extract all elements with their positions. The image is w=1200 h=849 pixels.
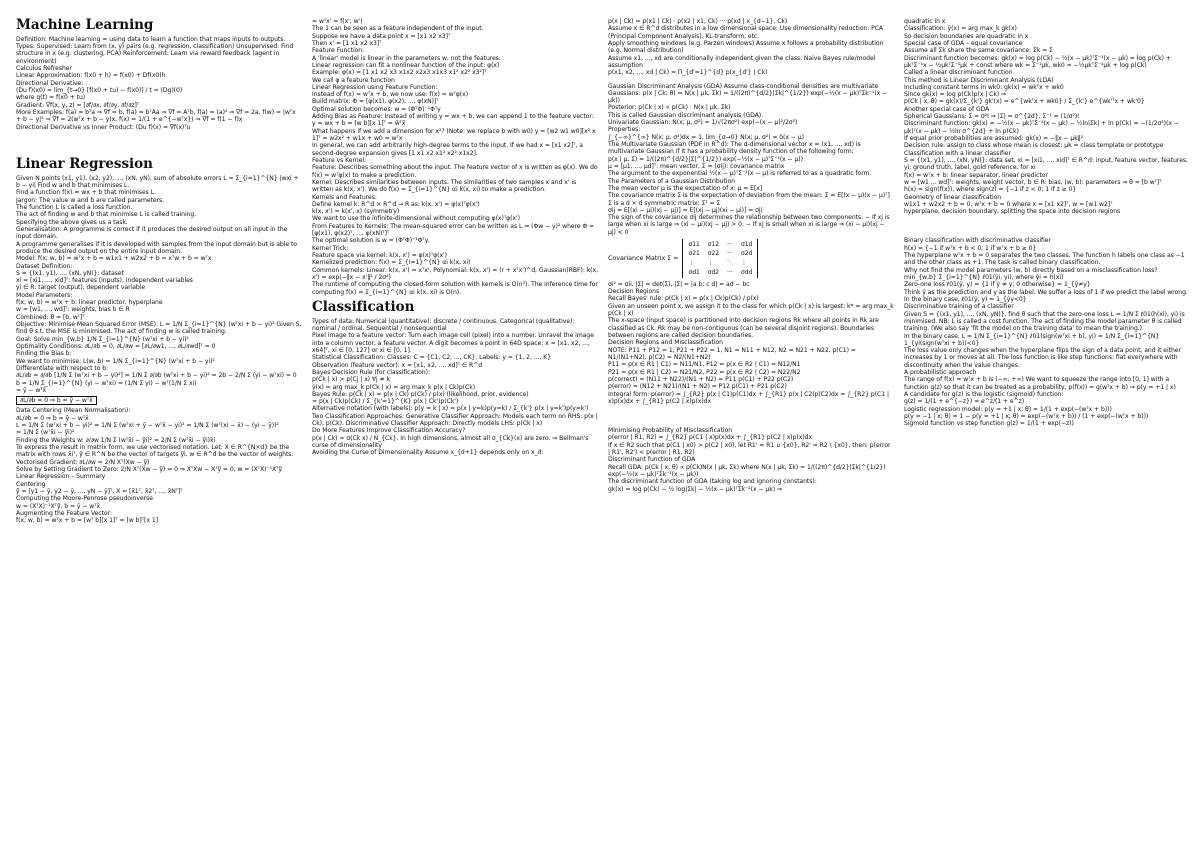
cls-line: Types of data: Numerical (quantitative): discrete / continuous. Categorical (qualitative): nominal / ordinal. Sequential / nonsequential xyxy=(312,317,575,333)
gda-line: ∫_{−∞}^{∞} N(x; μ, σ²)dx = 1, lim_{σ→0} N(x; μ, σ²) = δ(x − μ) xyxy=(608,133,804,141)
column-1 xyxy=(16,18,302,841)
col3-line: NOTE: P11 + P12 = 1, P21 + P22 = 1, N1 = N11 + N12, N2 = N21 + N22, p(C1) = N1/(N1+N2), p(C2) = N2/(N1+N2) xyxy=(608,346,856,361)
lr-line: ∂L/∂b = ∂/∂b [1/N Σ (wᵀxi + b − yi)²] = 1/N Σ ∂/∂b (wᵀxi + b − yi)² = 2b − 2/N Σ (yi − wᵀxi) = 0 xyxy=(16,372,297,380)
gda-line: Properties: xyxy=(608,126,641,134)
lr-line: L = 1/N Σ (wᵀxi + b − yi)² = 1/N Σ (wᵀxi + ȳ − wᵀx̄ − yi)² = 1/N Σ (wᵀ(xi − x̄) − (yi − ȳ))² xyxy=(16,422,279,430)
lr-line: Finding the Bias b: xyxy=(16,350,72,358)
matrix-cell: σd1 xyxy=(688,268,700,276)
col3-line: p(x | Ck) ≈ p(x1 | Ck) · p(x2 | x1, Ck) ··· p(xd | x_{d−1}, Ck) xyxy=(608,18,788,25)
lr-line: Combined: θ = [b, wᵀ]ᵀ xyxy=(16,313,85,321)
col4-line: Assume all Σk share the same covariance: Σk = Σ xyxy=(904,47,1053,55)
col3-line: Apply smoothing windows (e.g. Parzen windows) Assume x follows a probability distribution (e.g. Normal distribution) xyxy=(608,39,884,55)
lr-line: Augmenting the Feature Vector: xyxy=(16,509,112,517)
col4-line: Special case of GDA – equal covariance xyxy=(904,39,1023,47)
col2-line: A 'linear' model is linear in the parameters w, not the features. xyxy=(312,54,501,62)
col2-line: Feature space via kernel: k(x, x') = φ(x)ᵀφ(x') xyxy=(312,252,447,259)
cls-line: Alternative notation (with labels): p(y = k | x) = p(x | y=k)p(y=k) / Σ_{k'} p(x | y=k')p(y=k') xyxy=(312,405,589,413)
col2-line: Linear regression can fit a nonlinear function of the input: φ(x) xyxy=(312,61,500,69)
col2-line: Build matrix: Φ = [φ(x1), φ(x2), ..., φ(xN)]ᵀ xyxy=(312,98,439,106)
lr-line: ỹ = [y1 − ȳ, y2 − ȳ, ..., yN − ȳ]ᵀ, X = [x̃1ᵀ, x̃2ᵀ, ..., x̃Nᵀ]ᵀ xyxy=(16,487,183,495)
col2-line: In general, we can add arbitrarily high-degree terms to the input. If we had x = [x1 x2]ᵀ, a second-degree expansion gives [1 x1 x2 x1² x2² x1x2]. xyxy=(312,142,583,157)
col3-line: If x ∈ R2 such that p(C1 | x0) > p(C2 | x0), let R1' = R1 ∪ {x0}, R2' = R2 \ {x0}, then: p(error | R1', R2') < p(error | R1, R2) xyxy=(608,441,891,457)
gda-line: Univariate Gaussian: N(x; μ, σ²) = 1/√(2πσ²) exp(−(x − μ)²/2σ²) xyxy=(608,119,798,127)
col3-line: P21 = p(x ∈ R1 | C2) = N21/N2, P22 = p(x ∈ R2 | C2) = N22/N2 xyxy=(608,368,801,376)
col3-line: P11 = p(x ∈ R1 | C1) = N11/N1, P12 = p(x ∈ R2 | C1) = N12/N1 xyxy=(608,361,801,369)
decision-regions-body xyxy=(608,281,894,405)
cls-line: p(x | Ck) ≈ σ(Ck x) / N_{Ck}. In high dimensions, almost all σ_{Ck}(x) are zero. ⇒ Bellman's curse of dimensionality xyxy=(312,434,589,450)
col4-line: Classification with a linear classifier xyxy=(904,149,1011,157)
col3-line: gk(x) = log p(Ck) − ½ log|Σk| − ½(x − μk)ᵀΣk⁻¹(x − μk) ⇒ xyxy=(608,485,782,493)
machine-learning-body xyxy=(16,36,302,131)
column-3 xyxy=(608,18,894,841)
col4-line: h(x) = {−1 if wᵀx + b < 0; 1 if wᵀx + b ≥ 0} xyxy=(904,244,1037,252)
cls-line: Bayes Decision Rule (for classification): xyxy=(312,368,430,376)
lr-line: Finding the Weights w: ∂/∂w 1/N Σ (wᵀx̃i − ỹi)² = 2/N Σ (wᵀx̃i − ỹi)x̃i xyxy=(16,436,216,444)
col3-line: p(error) = (N12 + N21)/(N1 + N2) = P12 p(C1) + P21 p(C2) xyxy=(608,383,787,391)
lr-line: Generalisation: A programme is correct if it produces the desired output on all input in the input domain. xyxy=(16,225,288,241)
misclassification-body xyxy=(608,427,894,493)
col2-line: Instead of f(x) = wᵀx + b, we now use: f(x) = wᵀφ(x) xyxy=(312,91,469,99)
gda-line: Gaussian Discriminant Analysis (GDA) Assume class-conditional densities are multivariate Gaussians: p(x | Ck; θ) = N(x | μk, Σk) = 1/((2π)^{d/2}|Σk|^{1/2}) exp(−½(x − μk)ᵀΣk⁻¹(x − μk)) xyxy=(608,82,888,105)
section-title-linear-regression: Linear Regression xyxy=(16,155,153,172)
matrix-cell: ⋮ xyxy=(741,259,747,267)
matrix-cell: σd2 xyxy=(707,268,720,276)
matrix-cell: σ2d xyxy=(741,250,753,258)
col4-line: Binary classification with discriminative classifier xyxy=(904,237,1051,245)
classification-body xyxy=(312,318,598,457)
ml-line: Directional Derivative vs Inner Product: (Du f)(x) = ∇f(x)ᵀu xyxy=(16,123,191,131)
matrix-cell: σ1d xyxy=(741,241,753,249)
col4-line: p(Ck | x, θ) = gk(x)/Σ_{k'} gk'(x) = e^{wkᵀx + wk0} / Σ_{k'} e^{wk'ᵀx + wk'0} xyxy=(904,98,1145,106)
lr-line: b = 1/N Σ_{i=1}^{N} (yi − wᵀxi) = (1/N Σ yi) − wᵀ(1/N Σ xi) xyxy=(16,379,197,387)
gda-line: σij = E[(xi − μi)(xj − μj)] = E[(xj − μj)(xi − μi)] = σji xyxy=(608,206,763,214)
lr-line: Vectorised Gradient: ∂L/∂w = 2/N Xᵀ(Xw − ỹ) xyxy=(16,458,150,466)
linear-regression-body xyxy=(16,175,302,525)
col4-line: Classification: ŷ(x) = arg max_k gk(x) xyxy=(904,25,1017,33)
col4-line: Spherical Gaussians: Σ = σ²I ⇒ |Σ| = σ^{2d}, Σ⁻¹ = (1/σ²)I xyxy=(904,113,1079,121)
col2-line: What happens if we add a dimension for x²? (Note: we replace b with w0) y = [w2 w1 w0][x² x 1]ᵀ = w2x² + w1x + w0 = wᵀx xyxy=(312,127,596,142)
col4-line: Since gk(x) = log p(Ck)p(x | Ck) ⇒ xyxy=(904,91,1007,99)
col2-line: Common kernels: Linear: k(x, x') = xᵀx', Polynomial: k(x, x') = (r + xᵀx')^d, Gaussian(RBF): k(x, x') = exp(−‖x − x'‖² / 2σ²) xyxy=(312,266,598,281)
col3-line: Given an unseen point x, we assign it to the class for which p(Ck | x) is largest: k* = arg max_k p(Ck | x) xyxy=(608,302,894,318)
lr-line: A programme generalises if it is developed with samples from the input domain but is able to produce the desired output on the entire input domain. xyxy=(16,240,297,255)
covariance-matrix-label: Covariance Matrix Σ = xyxy=(608,253,679,262)
col4-line: Zero-one loss ℓ01(ŷ, y) = {1 if ŷ ≠ y; 0 otherwise} = 1_{ŷ≠y} xyxy=(904,281,1091,289)
gda-line: The covariance matrix Σ is the expectation of deviation from the mean: Σ = E[(x − μ)(x − μ)ᵀ] xyxy=(608,192,890,200)
cls-line: ŷ(x) = arg max_k p(Ck | x) = arg max_k p(x | Ck)p(Ck) xyxy=(312,383,476,391)
col2-line: Kernels and Features: xyxy=(312,193,377,201)
lr-line: Given N points (x1, y1), (x2, y2), ..., (xN, yN), sum of absolute errors L = Σ_{i=1}^{N} |wxi + b − yi| Find w and b that minimises L. xyxy=(16,174,299,190)
lr-line: Model: f(x; w, b) = wᵀx + b = w1x1 + w2x2 + b = xᵀw + b = wᵀx xyxy=(16,255,212,263)
col4-line: hyperplane, decision boundary, splitting the space into decision regions xyxy=(904,208,1121,216)
ml-line: Calculus Refresher xyxy=(16,65,72,73)
lr-line: yi ∈ R: target (output), dependent variable xyxy=(16,284,146,292)
col2-line: Feature: Describes something about the input. The feature vector of x is written as φ(x). We do f(x) = wᵀφ(x) to make a prediction. xyxy=(312,164,598,179)
col4-line: The hyperplane wᵀx + b = 0 separates the two classes. The function h labels one class as −1 and the other class as +1. The task is called binary classification. xyxy=(904,252,1185,267)
col4-line: w = [w1 ... wd]ᵀ: weights, weight vector, b ∈ R: bias, (w, b): parameters ⇒ θ = [b wᵀ]ᵀ xyxy=(904,178,1162,186)
ml-line: (Du f)(x0) = lim_{t→0} [f(x0 + tu) − f(x0)] / t = (Dg)(0) xyxy=(16,87,183,95)
col2-line: k(x, x') = k(x', x) (symmetry) xyxy=(312,208,400,216)
lr-line: Jargon: The value w and b are called parameters. xyxy=(16,196,165,204)
col4-line: Decision rule: assign to class whose mean is closest: μk = class template or prototype xyxy=(904,142,1164,150)
col2-line: Example: φ(x) = [1 x1 x2 x3 x1x2 x2x3 x1x3 x1² x2² x3²]ᵀ xyxy=(312,69,487,77)
col2-line: Define kernel k: R^d × R^d → R as: k(x, x') = φ(x)ᵀφ(x') xyxy=(312,200,480,208)
col2-line: Feature vs Kernel: xyxy=(312,156,366,164)
lr-line: xi = [xi1, ..., xid]ᵀ: features (inputs), independent variables xyxy=(16,277,193,285)
col3-line: Integral form: p(error) = ∫_{R2} p(x | C1)p(C1)dx + ∫_{R1} p(x | C2)p(C2)dx = ∫_{R2} p(C1 | x)p(x)dx + ∫_{R1} p(C2 | x)p(x)dx xyxy=(608,390,889,405)
col4-line: S = {(x1, y1), ..., (xN, yN)}: data set, xi = [xi1, ..., xid]ᵀ ∈ R^d: input, feature vector, features, yi: ground truth, label, gold reference, for xi xyxy=(904,156,1188,172)
ml-line: Gradient: ∇f(x, y, z) = [∂f/∂x, ∂f/∂y, ∂f/∂z]ᵀ xyxy=(16,101,140,109)
lr-line: Model Parameters: xyxy=(16,291,73,299)
binary-classification-body xyxy=(904,237,1190,427)
col4-line: The loss value only changes when the hyperplane flips the sign of a data point, and it either increases by 1 or moves at all. The loss function is like step functions: flat everywhere with discontinuity when the value changes. xyxy=(904,347,1181,369)
col4-line: So decision boundaries are quadratic in x xyxy=(904,32,1029,40)
matrix-cell: σ22 xyxy=(707,250,720,258)
lr-line: Goal: Solve min_{w,b} 1/N Σ_{i=1}^{N} (wᵀxi + b − yi)² xyxy=(16,335,189,343)
lr-line: Solve by Setting Gradient to Zero: 2/N Xᵀ(Xw − ỹ) = 0 ⇒ XᵀXw − Xᵀỹ = 0, w = (XᵀX)⁻¹Xᵀỹ xyxy=(16,465,282,473)
col4-line: h(x) = sign(f(x)), where sign(z) = {−1 if z < 0; 1 if z ≥ 0} xyxy=(904,186,1077,194)
col2-line: The runtime of computing the closed-form solution with kernels is O(n³). The inference time for computing f(x) = Σ_{i=1}^{N} αi k(x, xi) is O(n). xyxy=(312,281,598,296)
cls-line: Avoiding the Curse of Dimensionality Assume x_{d+1} depends only on x_d: xyxy=(312,449,544,457)
col2-line: The 1 can be seen as a feature independent of the input. xyxy=(312,25,484,33)
gda-body xyxy=(608,83,894,237)
col2-line: We call φ a feature function xyxy=(312,76,395,84)
lr-line: f(x; w, b) = wᵀx + b = [wᵀ b][x 1]ᵀ = [w b]ᵀ[x 1] xyxy=(16,517,158,525)
col2-line: Then x' = [1 x1 x2 x3]ᵀ xyxy=(312,39,382,47)
lr-line: S = {(x1, y1), ..., (xN, yN)}: dataset xyxy=(16,269,124,277)
col4-line: If equal prior probabilities are assumed: gk(x) = −‖x − μk‖² xyxy=(904,135,1084,142)
lr-line: Computing the Moore-Penrose pseudoinverse xyxy=(16,495,153,503)
col2-line: Kernel: Describes similarities between inputs. The similarities of two samples x and x' is written as k(x, x'). We do f(x) = Σ_{i=1}^{N} αi k(x, xi) to make a prediction. xyxy=(312,178,577,194)
covariance-matrix-grid xyxy=(682,239,758,278)
section-title-machine-learning: Machine Learning xyxy=(16,18,154,33)
matrix-cell: ··· xyxy=(727,268,733,276)
lr-line: ∂L/∂b = 0 ⇒ b = ȳ − wᵀx̄ xyxy=(16,414,89,422)
gda-line: The Multivariate Gaussian (PDF in R^d): The d-dimensional vector x = (x1, ..., xd) is multivariate Gaussian if it has a probability density function of the following form: xyxy=(608,141,861,156)
cls-line: p(Ck | x) > p(Cj | x) ∀j ≠ k xyxy=(312,376,390,384)
col2-line: Optimal solution becomes: w = (ΦᵀΦ)⁻¹Φᵀy xyxy=(312,105,441,113)
col4-line: Discriminant function: gk(x) = −½(x − μk)ᵀΣ⁻¹(x − μk) − ½ln|Σk| + ln p(Ck) = −(1/2σ²)(x − μk)ᵀ(x − μk) − ½ln σ^{2d} + ln p(Ck) xyxy=(904,120,1179,135)
cls-line: Bayes Rule: p(Ck | x) = p(x | Ck) p(Ck) / p(x) (likelihood, prior, evidence) xyxy=(312,390,529,398)
lr-line: The act of finding w and b that minimise L is called training. xyxy=(16,211,197,219)
col4-line: Given S = {(x1, y1), ..., (xN, yN)}, find θ such that the zero-one loss L = 1/N Σ ℓ01(h(xi), yi) is minimised. NB: L is called a cost function. The act of finding the model parameter θ is called training. (We also say 'fit the model on the training data' to mean the training.) xyxy=(904,310,1185,333)
lr-line: Specifying the above gives us a task. xyxy=(16,218,128,226)
col3-line: Discriminant function of GDA xyxy=(608,456,696,464)
col3-line: p(correct) = (N11 + N22)/(N1 + N2) = P11 p(C1) + P22 p(C2) xyxy=(608,375,794,383)
matrix-cell: ⋮ xyxy=(688,259,695,267)
matrix-cell: σdd xyxy=(741,268,753,276)
matrix-cell: ··· xyxy=(727,250,733,258)
ml-line: Directional Derivative: xyxy=(16,79,84,87)
ml-line: Types: Supervised: Learn from (x, y) pairs (e.g. regression, classification) Unsupervised: Find structure in x (e.g. clustering, PCA) Reinforcement: Learn via reward feedback (agent in environment) xyxy=(16,43,294,65)
cls-line: Two Classification Approaches: Generative Classifier Approach: Models each term on RHS: p(x | Ck), p(Ck). Discriminative Classifier Approach: Directly models LHS: p(Ck | x) xyxy=(312,412,598,428)
naive-bayes-body xyxy=(608,18,894,77)
gda-line: The sign of the covariance σij determines the relationship between two components: − If xj is large when xi is large ⇒ (xi − μi)(xj − μj) > 0. − If xj is small when xi is large ⇒ (xi − μi)(xj − μj) < 0 xyxy=(608,214,890,236)
col4-line: min_{w,b} Σ_{i=1}^{N} ℓ01(ŷi, yi), where ŷi = h(xi) xyxy=(904,274,1064,281)
cls-line: Statistical Classification: Classes: C = {C1, C2, ..., CK}. Labels: y = {1, 2, ..., K} xyxy=(312,354,551,362)
col3-line: Decision Regions and Misclassification xyxy=(608,339,723,347)
col4-line: This method is Linear Discriminant Analysis (LDA) xyxy=(904,76,1054,84)
lr-line: Differentiate with respect to b: xyxy=(16,364,109,372)
lr-line: = ȳ − wᵀx̄ xyxy=(16,386,47,394)
matrix-cell: σ11 xyxy=(688,241,700,249)
lr-line: We want to minimise: L(w, b) = 1/N Σ_{i=1}^{N} (wᵀxi + b − yi)² xyxy=(16,357,215,365)
col4-line: Discriminative training of a classifier xyxy=(904,303,1014,311)
col4-line: Discriminant function becomes: gk(x) = log p(Ck) − ½(x − μk)ᵀΣ⁻¹(x − μk) = log p(Ck) + μkᵀΣ⁻¹x − ½μkᵀΣ⁻¹μk + const where wk = Σ⁻¹μk, wk0 = −½μkᵀΣ⁻¹μk + log p(Ck) xyxy=(904,54,1171,69)
col3-line: σi² = σii, |Σ| = det(Σ), |Σ| = |a b; c d| = ad − bc xyxy=(608,280,750,288)
matrix-cell: σ12 xyxy=(707,241,720,249)
col3-line: Decision Regions xyxy=(608,288,660,296)
cls-line: Pixel image to a feature vector: Turn each image cell (pixel) into a number. Unravel the image into a column vector, a feature vector. A digit becomes a point in 64D space: x = [x1, x2, ..., x64]ᵀ, xi ∈ [0, 127] or xi ∈ [0, 1]. xyxy=(312,332,594,354)
col4-line: Geometry of linear classification xyxy=(904,193,1002,201)
cls-line: = p(x | Ck)p(Ck) / Σ_{k'=1}^{K} p(x | Ck')p(Ck') xyxy=(312,398,459,406)
lr-line: f(x; w, b) = wᵀx + b: linear predictor, hyperplane xyxy=(16,299,163,307)
col4-line: w1x1 + w2x2 + b = 0, wᵀx + b = 0 where x = [x1 x2]ᵀ, w = [w1 w2]ᵀ xyxy=(904,200,1113,208)
col3-line: The x-space (input space) is partitioned into decision regions Rk where all points in Rk are classified as Ck. Rk may be non-contiguous (can be several disjoint regions). Boundaries between regions are called decision boundaries. xyxy=(608,317,879,339)
lr-line: Optimality Conditions: ∂L/∂b = 0, ∂L/∂w = [∂L/∂w1, ..., ∂L/∂wd]ᵀ = 0 xyxy=(16,342,216,350)
col4-line: Logistic regression model: p(y = +1 | x; θ) = 1/(1 + exp(−(wᵀx + b))) xyxy=(904,405,1112,413)
col4-line: f(x) = wᵀx + b: linear separator, linear predictor xyxy=(904,171,1048,179)
lr-line: Centering xyxy=(16,480,46,488)
col3-line: p(x1, x2, ..., xd | Ck) = Π_{d'=1}^{d} p(x_{d'} | Ck) xyxy=(608,69,768,77)
col3-line: The discriminant function of GDA (taking log and ignoring constants): xyxy=(608,478,817,486)
col2-line: Adding Bias as Feature: Instead of writing y = wx + b, we can append 1 to the feature vector: y = wx + b = [w b][x 1]ᵀ = w̃ᵀx̃ xyxy=(312,113,594,128)
col2-line: We want to use the infinite-dimensional without computing φ(x)ᵀφ(x') xyxy=(312,215,520,223)
features-kernels-body xyxy=(312,18,598,296)
gda-line: μ = [μ1, ..., μd]ᵀ: mean vector, Σ = (σij): covariance matrix xyxy=(608,162,785,170)
lr-line: To express the result in matrix form, we use vectorised notation. Let: X ∈ R^{N×d} be the matrix with rows x̃iᵀ, ỹ ∈ R^N be the vector of targets ỹi, w ∈ R^d be the vector of weights. xyxy=(16,444,294,459)
column-2 xyxy=(312,18,598,841)
col4-line: Called a linear discriminant function xyxy=(904,69,1013,77)
lda-body xyxy=(904,18,1190,215)
col2-line: = wᵀx' = f(x'; w') xyxy=(312,18,363,25)
ml-line: where g(t) = f(x0 + tu) xyxy=(16,94,86,102)
col3-line: Assume x ∈ R^d distributes in a low dimensional space: Use dimensionality reduction: PCA (Principal Component Analysis), KL-transform, etc. xyxy=(608,25,884,40)
gda-line: Σ is a d × d symmetric matrix: Σᵀ = Σ xyxy=(608,199,721,207)
covariance-matrix xyxy=(608,239,894,278)
gda-line: This is called Gaussian discriminant analysis (GDA). xyxy=(608,111,763,119)
cls-line: Observation (feature vector): x = [x1, x2, ..., xd]ᵀ ∈ R^d xyxy=(312,361,483,369)
col4-line: Why not find the model parameters (w, b) directly based on a misclassification loss? xyxy=(904,266,1158,274)
matrix-cell: ⋱ xyxy=(727,259,733,267)
col4-line: p(y = −1 | x; θ) = 1 − p(y = +1 | x; θ) = exp(−(wᵀx + b)) / (1 + exp(−(wᵀx + b))) xyxy=(904,412,1149,420)
lr-line: Find a function f(x) = wx + b that minimises L. xyxy=(16,189,156,197)
cls-line: Do More Features Improve Classification Accuracy? xyxy=(312,427,466,435)
col3-line: Recall GDA: p(Ck | x; θ) ∝ p(Ck)N(x | μk, Σk) where N(x | μk, Σk) = 1/((2π)^{d/2}|Σk|^{1/2}) exp(−½(x − μk)ᵀΣk⁻¹(x − μk)) xyxy=(608,463,886,478)
col2-line: Suppose we have a data point x = [x1 x2 x3]ᵀ xyxy=(312,32,451,40)
lr-line: Linear Regression – Summary xyxy=(16,473,106,481)
col4-line: Sigmoid function vs step function g(z) = 1/(1 + exp(−z)) xyxy=(904,420,1074,428)
gda-line: The mean vector μ is the expectation of x: μ = E[x] xyxy=(608,184,763,192)
gda-line: The Parameters of a Gaussian Distribution xyxy=(608,177,735,185)
gda-line: Posterior: p(Ck | x) ∝ p(Ck) · N(x | μk, Σk) xyxy=(608,104,731,112)
lr-line: The function L is called a loss function. xyxy=(16,204,133,211)
lr-line: w = (XᵀX)⁻¹Xᵀỹ, b = ȳ − wᵀx̄ xyxy=(16,502,101,510)
col4-line: The range of f(x) = wᵀx + b is (−∞, +∞) We want to squeeze the range into [0, 1] with a function g(z) so that it can be treated as a probability, p(f(x)) = g(wᵀx + b) ⇒ p(y = +1 | x) xyxy=(904,376,1176,391)
ml-line: Linear Approximation: f(x0 + h) ≈ f(x0) + Df(x0)h xyxy=(16,72,166,80)
gda-line: The argument to the exponential ½(x − μ)ᵀΣ⁻¹(x − μ) is referred to as a quadratic form. xyxy=(608,170,872,178)
col4-line: g(z) = 1/(1 + e^{−z}) = e^z/(1 + e^z) xyxy=(904,398,1025,406)
matrix-cell: ··· xyxy=(727,241,733,249)
ml-line: More Examples: f(a) = bᵀa ⇒ ∇f = b, f(a) = bᵀAa ⇒ ∇f = Aᵀb, f(a) = (a)² ⇒ ∇f = 2a, f(w) = |wᵀx + b − y|² ⇒ ∇f = 2(wᵀx + b − y)x, f(x) = 1/(1 + e^{−wᵀx}) ⇒ ∇f = f(1 − f)x xyxy=(16,108,296,124)
lr-line: Dataset Definition: xyxy=(16,262,73,270)
col3-line: Minimising Probability of Misclassification xyxy=(608,427,733,435)
ml-line: Definition: Machine learning = using data to learn a function that maps inputs to outputs. xyxy=(16,35,286,43)
matrix-cell: ⋮ xyxy=(707,259,714,267)
lr-line: = 1/N Σ (wᵀx̃i − ỹi)² xyxy=(16,429,75,437)
col2-line: Kernel Trick: xyxy=(312,244,349,252)
col2-line: Feature Function: xyxy=(312,47,365,55)
lr-line: Data Centering (Mean Normalisation): xyxy=(16,407,131,415)
col2-line: Linear Regression using Feature Function: xyxy=(312,83,438,91)
col4-line: In the binary case, L = 1/N Σ_{i=1}^{N} ℓ01(sign(wᵀxi + b), yi) = 1/N Σ_{i=1}^{N} 1_{yi(sign(wᵀxi + b))<0} xyxy=(904,332,1160,347)
column-4 xyxy=(904,18,1190,841)
gda-line: p(x | μ, Σ) = 1/((2π)^{d/2}|Σ|^{1/2}) exp(−½(x − μ)ᵀΣ⁻¹(x − μ)) xyxy=(608,155,803,163)
col2-line: Kernelized prediction: f(x) = Σ_{i=1}^{N} αi k(x, xi) xyxy=(312,259,471,267)
section-title-classification: Classification xyxy=(312,298,415,315)
matrix-cell: σ21 xyxy=(688,250,700,258)
col3-line: p(error | R1, R2) = ∫_{R2} p(C1 | x)p(x)dx + ∫_{R1} p(C2 | x)p(x)dx xyxy=(608,434,813,442)
col4-line: A candidate for g(z) is the logistic (sigmoid) function: xyxy=(904,391,1064,398)
boxed-bias-result: ∂L/∂b = 0 ⇒ b = ȳ − wᵀx̄ xyxy=(16,396,97,405)
col4-line: A probabilistic approach xyxy=(904,369,977,377)
lr-line: Objective: Minimise Mean Squared Error (MSE): L = 1/N Σ_{i=1}^{N} (wᵀxi + b − yi)² Given S, find θ s.t. the MSE is minimised. The act of finding w is called training. xyxy=(16,321,302,336)
col3-line: Assume x1, ..., xd are conditionally independent given the class. Naive Bayes rule/model assumption xyxy=(608,54,876,69)
col4-line: Think ŷ as the prediction and y as the label. We suffer a loss of 1 if we predict the label wrong. In the binary case, ℓ01(ŷ, y) = 1_{ŷy<0} xyxy=(904,288,1188,303)
col4-line: quadratic in x xyxy=(904,18,946,25)
col2-line: From Features to Kernels: The mean-squared error can be written as L = (Φw − y)² where Φ = [φ(x1), φ(x2)ᵀ, ..., φ(xN)ᵀ]ᵀ xyxy=(312,222,595,238)
col4-line: Another special case of GDA xyxy=(904,105,990,113)
col2-line: The optimal solution is w = (ΦᵀΦ)⁻¹Φᵀy. xyxy=(312,237,430,245)
col4-line: Including constant terms in wk0: gk(x) = wkᵀx + wk0 xyxy=(904,83,1064,91)
lr-line: w = [w1, ..., wd]ᵀ: weights, bias b ∈ R xyxy=(16,306,130,314)
col3-line: Recall Bayes' rule: p(Ck | x) = p(x | Ck)p(Ck) / p(x) xyxy=(608,295,759,303)
